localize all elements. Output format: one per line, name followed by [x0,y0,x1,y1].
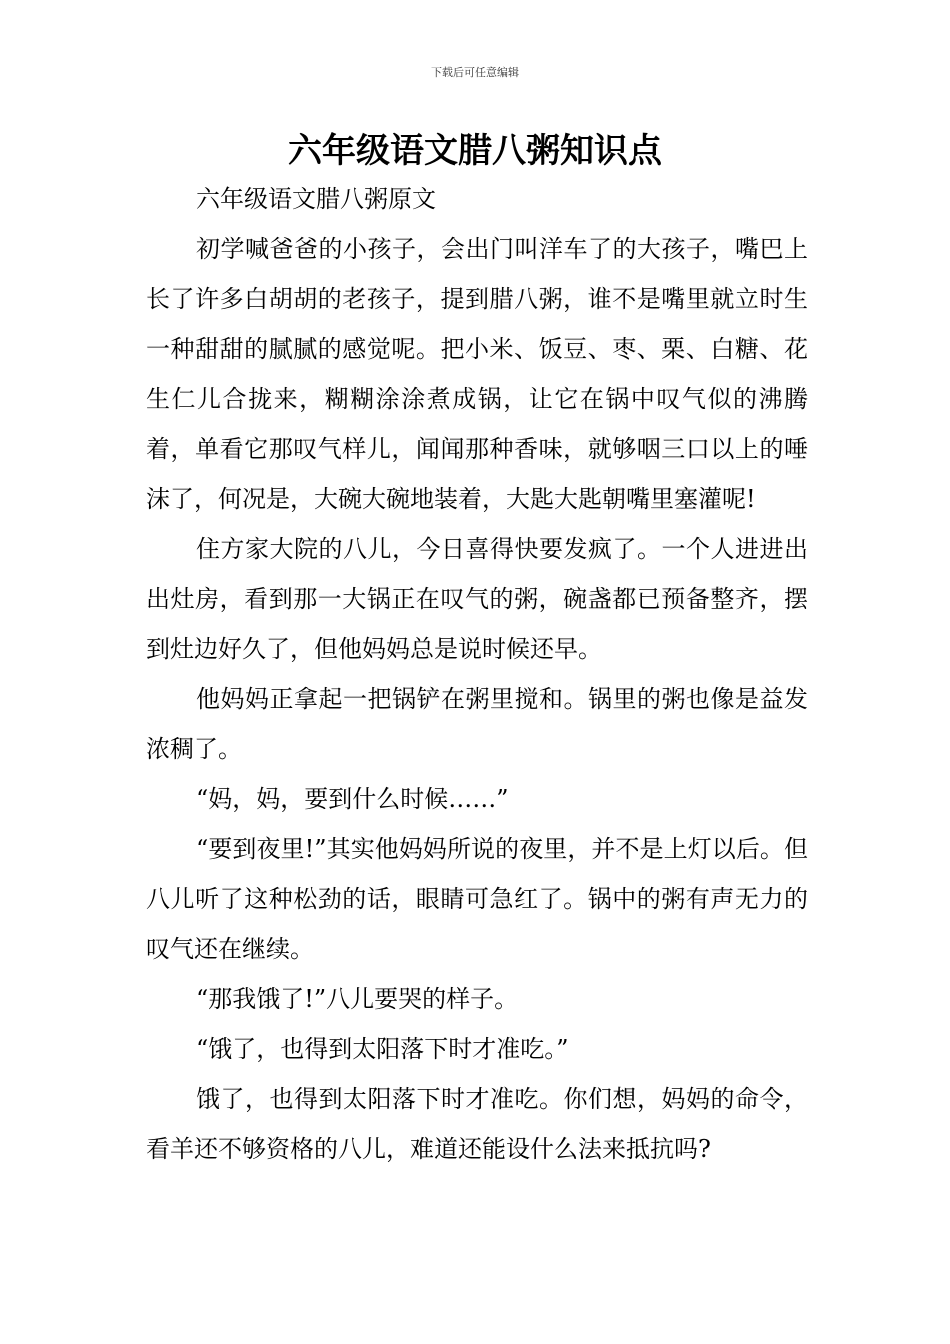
paragraph: 他妈妈正拿起一把锅铲在粥里搅和。锅里的粥也像是益发浓稠了。 [146,685,808,763]
paragraph: 饿了，也得到太阳落下时才准吃。你们想，妈妈的命令，看羊还不够资格的八儿，难道还能设什么法来抵抗吗? [146,1085,808,1163]
paragraph: 初学喊爸爸的小孩子，会出门叫洋车了的大孩子，嘴巴上长了许多白胡胡的老孩子，提到腊八粥，谁不是嘴里就立时生一种甜甜的腻腻的感觉呢。把小米、饭豆、枣、栗、白糖、花生仁儿合拢来，糊糊涂涂煮成锅，让它在锅中叹气似的沸腾着，单看它那叹气样儿，闻闻那种香味，就够咽三口以上的唾沫了，何况是，大碗大碗地装着，大匙大匙朝嘴里塞灌呢! [146,235,808,513]
paragraph: “那我饿了!”八儿要哭的样子。 [196,985,519,1013]
paragraph: “饿了，也得到太阳落下时才准吃。” [196,1035,569,1063]
document-title: 六年级语文腊八粥知识点 [288,131,662,171]
document-body [146,174,808,1174]
section-heading: 六年级语文腊八粥原文 [196,185,436,213]
paragraph: “妈，妈，要到什么时候……” [196,785,509,813]
paragraph: 住方家大院的八儿，今日喜得快要发疯了。一个人进进出出灶房，看到那一大锅正在叹气的粥，碗盏都已预备整齐，摆到灶边好久了，但他妈妈总是说时候还早。 [146,535,808,663]
header-note: 下载后可任意编辑 [431,66,519,79]
paragraph: “要到夜里!”其实他妈妈所说的夜里，并不是上灯以后。但八儿听了这种松劲的话，眼睛可急红了。锅中的粥有声无力的叹气还在继续。 [146,835,808,963]
